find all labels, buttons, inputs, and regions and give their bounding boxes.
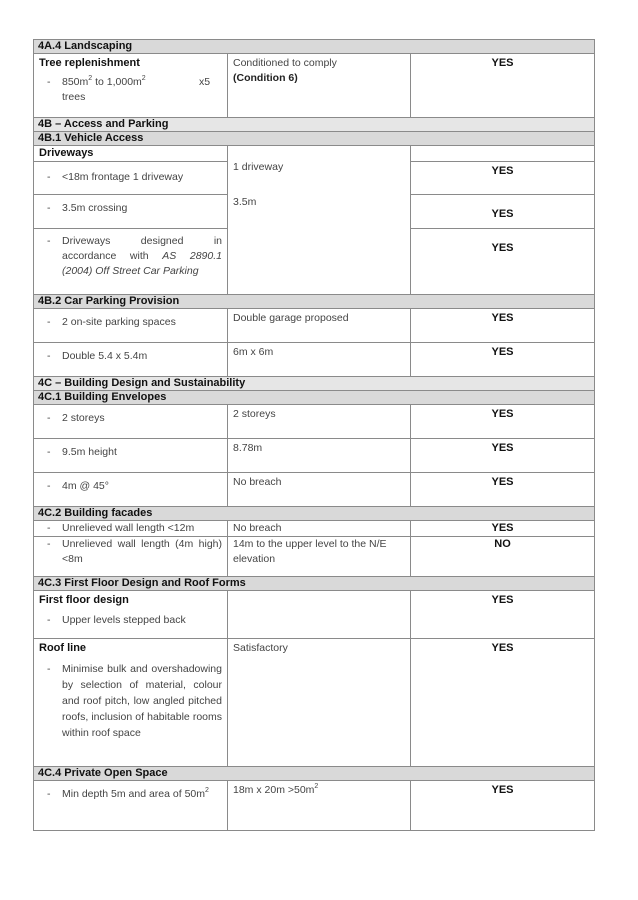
section-header: 4C.4 Private Open Space	[34, 767, 595, 781]
comment-cell	[228, 591, 411, 639]
requirement-bullet: - Double 5.4 x 5.4m	[39, 349, 222, 364]
comment-cell	[228, 146, 411, 295]
section-header: 4C.2 Building facades	[34, 507, 595, 521]
result-cell: YES	[411, 195, 595, 229]
result-cell: YES	[411, 473, 595, 507]
requirement-cell	[34, 439, 228, 473]
row-heading: Driveways	[39, 147, 94, 159]
result-cell: YES	[411, 591, 595, 639]
requirement-cell	[34, 54, 228, 118]
result-cell: YES	[411, 54, 595, 118]
requirement-cell	[34, 195, 228, 229]
section-header: 4C.3 First Floor Design and Roof Forms	[34, 577, 595, 591]
requirement-bullet: - Unrelieved wall length <12m	[39, 521, 222, 536]
result-cell: YES	[411, 639, 595, 767]
section-header: 4B.1 Vehicle Access	[34, 132, 595, 146]
section-header: 4B – Access and Parking	[34, 118, 595, 132]
result-cell: YES	[411, 521, 595, 537]
comment-text: 1 driveway	[233, 161, 284, 173]
requirement-bullet: - <18m frontage 1 driveway	[39, 170, 222, 185]
section-header: 4C – Building Design and Sustainability	[34, 377, 595, 391]
requirement-bullet: - 2 on-site parking spaces	[39, 315, 222, 330]
requirement-cell	[34, 591, 228, 639]
section-header: 4C.1 Building Envelopes	[34, 391, 595, 405]
result-cell: YES	[411, 162, 595, 195]
requirement-cell	[34, 343, 228, 377]
result-cell: YES	[411, 309, 595, 343]
result-cell: YES	[411, 439, 595, 473]
requirement-bullet: - Driveways designed in accordance with AS 2890.1 (2004) Off Street Car Parking	[39, 234, 222, 279]
row-heading: First floor design	[39, 594, 129, 606]
result-cell: NO	[411, 537, 595, 577]
comment-cell: 8.78m	[228, 439, 411, 473]
result-cell	[411, 146, 595, 162]
result-cell: YES	[411, 405, 595, 439]
comment-cell: Double garage proposed	[228, 309, 411, 343]
comment-cell: No breach	[228, 521, 411, 537]
result-cell: YES	[411, 781, 595, 831]
requirement-bullet: - Minimise bulk and overshadowing by selection of material, colour and roof pitch, low angled pitched roofs, inclusion of habitable rooms within roof space	[39, 661, 222, 741]
requirement-cell	[34, 309, 228, 343]
requirement-bullet: - 9.5m height	[39, 445, 222, 460]
requirement-bullet: - 3.5m crossing	[39, 201, 222, 216]
requirement-cell	[34, 537, 228, 577]
comment-text: 3.5m	[233, 196, 257, 208]
requirement-cell	[34, 473, 228, 507]
result-cell: YES	[411, 229, 595, 295]
comment-cell: 6m x 6m	[228, 343, 411, 377]
requirement-cell	[34, 229, 228, 295]
compliance-table	[33, 39, 595, 831]
row-heading: Tree replenishment	[39, 57, 140, 69]
section-header: 4B.2 Car Parking Provision	[34, 295, 595, 309]
requirement-cell	[34, 639, 228, 767]
requirement-cell	[34, 162, 228, 195]
requirement-cell	[34, 146, 228, 162]
comment-cell: 2 storeys	[228, 405, 411, 439]
comment-cell: Satisfactory	[228, 639, 411, 767]
requirement-cell	[34, 521, 228, 537]
requirement-bullet: - Upper levels stepped back	[39, 613, 222, 628]
comment-cell: No breach	[228, 473, 411, 507]
requirement-bullet: - $850m^2$ to $1,000m^2$ x5 trees	[39, 75, 222, 105]
requirement-cell	[34, 781, 228, 831]
requirement-bullet: - 4m @ 45°	[39, 479, 222, 494]
comment-cell: 18m x $20m >50m^2$	[228, 781, 411, 831]
comment-cell: Conditioned to comply (Condition 6)	[228, 54, 411, 118]
requirement-bullet: - Min depth 5m and area of $50m^2$	[39, 787, 222, 802]
requirement-cell	[34, 405, 228, 439]
comment-cell: 14m to the upper level to the N/E elevation	[228, 537, 411, 577]
requirement-bullet: - Unrelieved wall length (4m high) <8m	[39, 537, 222, 567]
requirement-bullet: - 2 storeys	[39, 411, 222, 426]
result-cell: YES	[411, 343, 595, 377]
row-heading: Roof line	[39, 642, 87, 654]
section-header: 4A.4 Landscaping	[34, 40, 595, 54]
